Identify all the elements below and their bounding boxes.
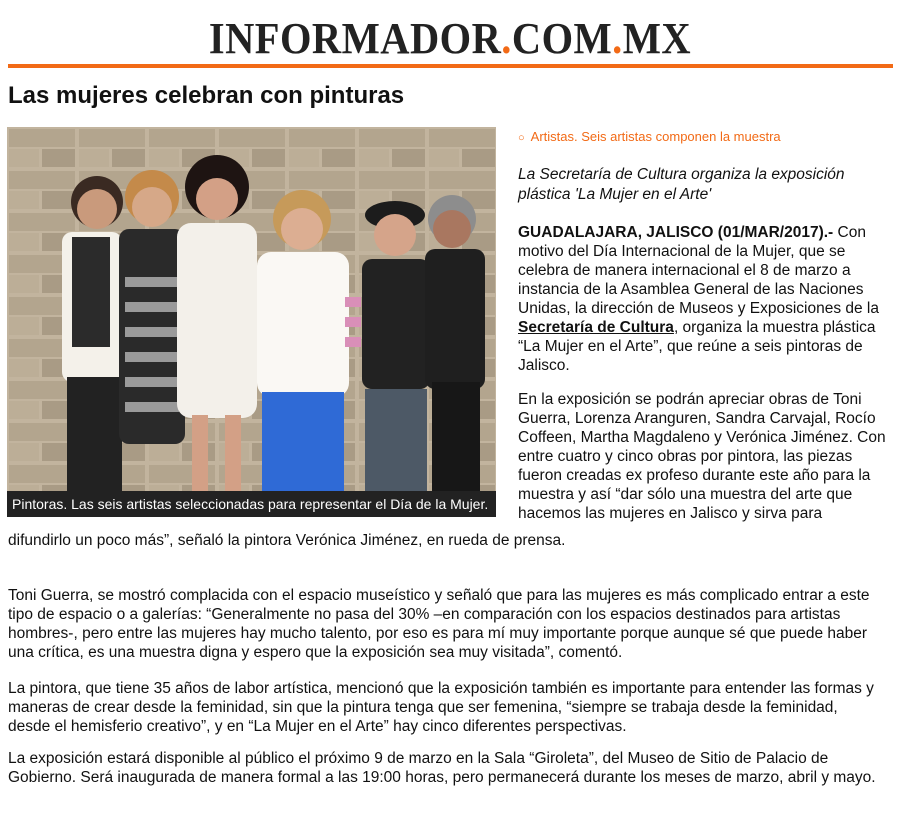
- paragraph-text: , organiza la muestra plástica “La Mujer en el Arte”, que reúne a seis pintoras de Jalisco.: [518, 319, 876, 374]
- paragraph-text: Con motivo del Día Internacional de la Mujer, que se celebra de manera internacional el 8 de marzo a instancia de la Asamblea General de las Naciones Unidas, la dirección de Museos y Exposiciones de la: [518, 224, 879, 317]
- article-subheadline: La Secretaría de Cultura organiza la exposición plástica 'La Mujer en el Arte': [518, 166, 845, 203]
- site-logo[interactable]: [36, 14, 864, 64]
- logo-text-com: COM: [511, 14, 613, 63]
- article-paragraph-5: La exposición estará disponible al público el próximo 9 de marzo en la Sala “Giroleta”, del Museo de Sitio de Palacio de Gobierno. Será inaugurada de manera formal a las 19:00 horas, pero permanecerá durante los meses de marzo, abril y mayo.: [8, 750, 876, 786]
- article-headline: Las mujeres celebran con pinturas: [8, 82, 405, 109]
- logo-dot: .: [612, 14, 623, 63]
- logo-text-informador: INFORMADOR: [208, 14, 502, 63]
- article-paragraph-3: Toni Guerra, se mostró complacida con el espacio museístico y señaló que para las mujeres es más complicado entrar a este tipo de espacio o a galerías: “Generalmente no pasa del 30% –en comparación con los espacios destinados para artistas hombres-, pero entre las mujeres hay mucho talento, por eso es para mí muy importante porque aunque sé que puede haber una crítica, es una muestra digna y espero que la exposición sea muy visitada”, comentó.: [8, 587, 870, 661]
- circle-bullet-icon: ○: [518, 132, 525, 144]
- header-divider: [8, 64, 893, 68]
- article-paragraph-2: En la exposición se podrán apreciar obras de Toni Guerra, Lorenza Aranguren, Sandra Carvajal, Rocío Coffeen, Martha Magdaleno y Verónica Jiménez. Con entre cuatro y cinco obras por pintora, las piezas fueron creadas ex profeso durante este año para la muestra y así “dar sólo una muestra del arte que hacemos las mujeres en Jalisco y sirva para: [518, 391, 886, 522]
- logo-text-mx: MX: [622, 14, 692, 63]
- dateline: GUADALAJARA, JALISCO (01/MAR/2017).-: [518, 224, 834, 241]
- photo-kicker[interactable]: [518, 128, 893, 147]
- article-paragraph-4: La pintora, que tiene 35 años de labor artística, mencionó que la exposición también es importante para entender las formas y maneras de crear desde la feminidad, sin que la pintura tenga que ser femenina, “siempre se trabaja desde la feminidad, desde el hemisferio creativo”, y en “La Mujer en el Arte” hay cinco diferentes perspectivas.: [8, 680, 874, 735]
- article-paragraph-1: [518, 223, 893, 375]
- kicker-text: Artistas. Seis artistas componen la muestra: [530, 129, 781, 144]
- article-paragraph-2-continued: difundirlo un poco más”, señaló la pintora Verónica Jiménez, en rueda de prensa.: [8, 532, 566, 549]
- secretaria-cultura-link[interactable]: Secretaría de Cultura: [518, 319, 674, 336]
- photo-caption: Pintoras. Las seis artistas seleccionadas para representar el Día de la Mujer.: [7, 491, 496, 517]
- logo-dot: .: [501, 14, 512, 63]
- article-photo[interactable]: [7, 127, 496, 517]
- photo-illustration: [7, 127, 496, 517]
- article-side-column: [518, 128, 893, 538]
